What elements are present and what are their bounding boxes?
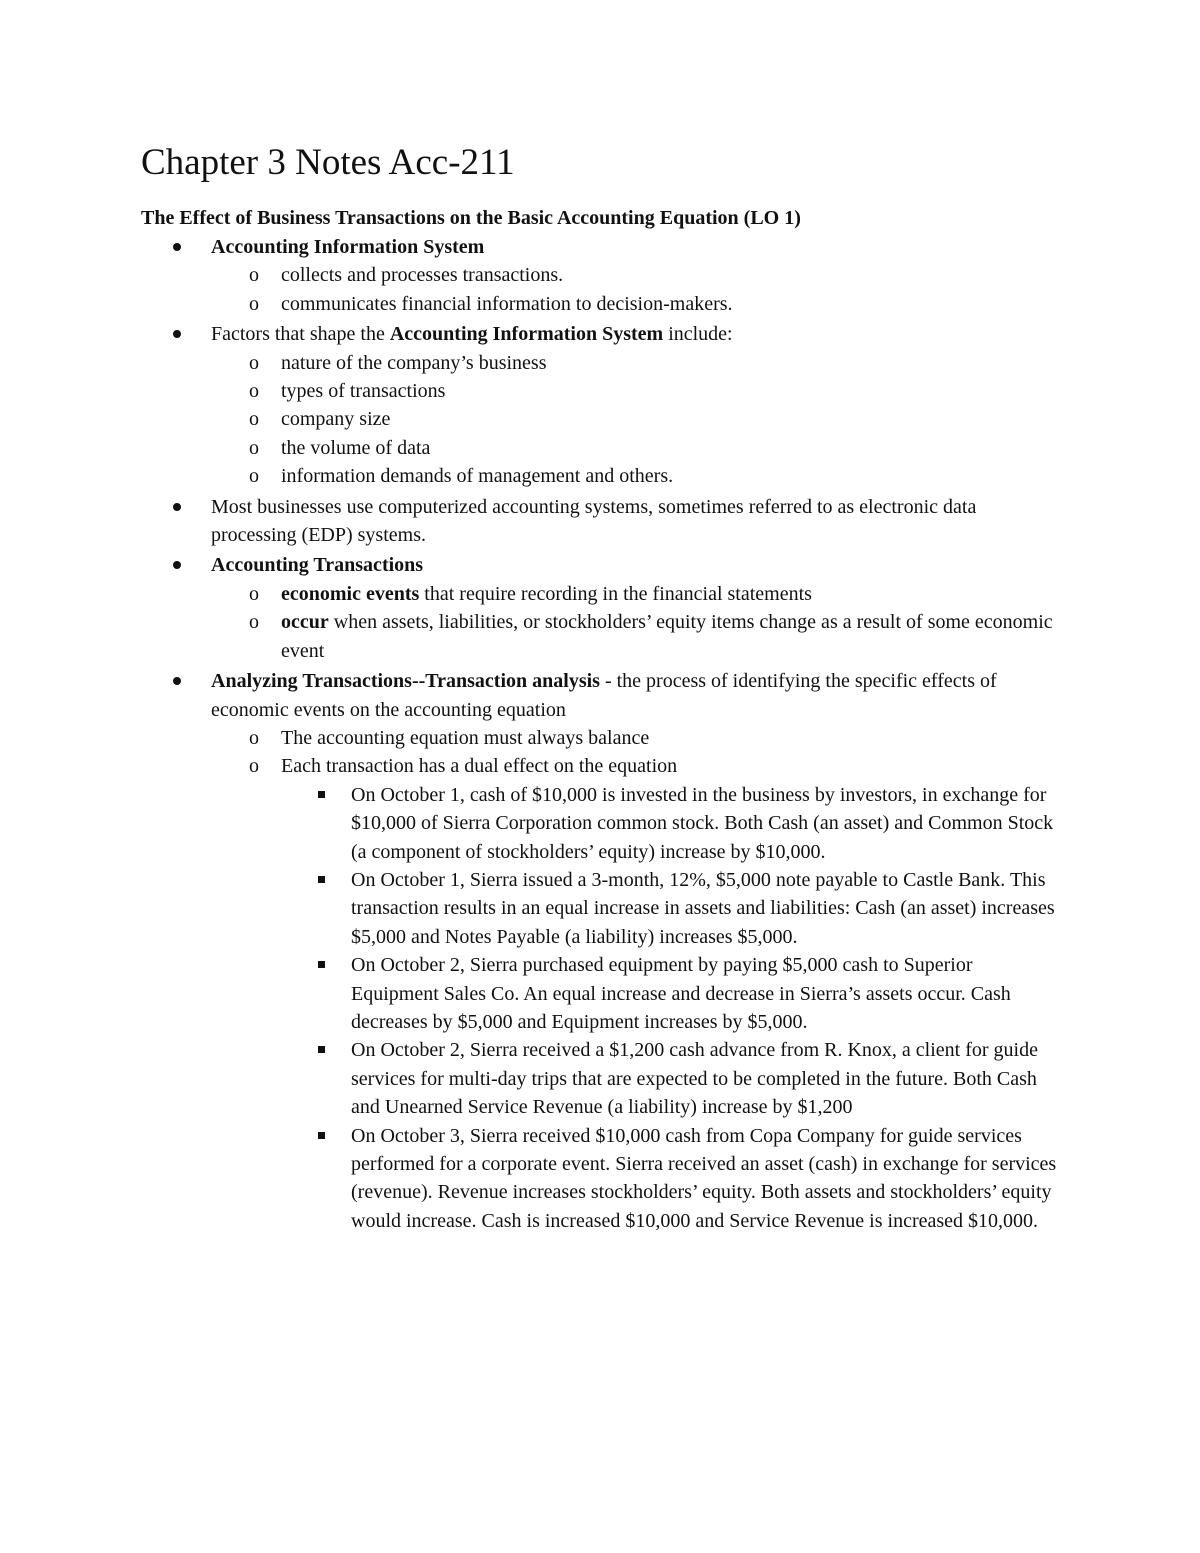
hollow-bullet-icon: o [249, 292, 259, 315]
hollow-bullet-icon: o [249, 351, 259, 374]
sub-item-bold: economic events [281, 582, 420, 605]
list-item-computerized-systems [141, 493, 1061, 550]
list-item-accounting-information-system [141, 233, 1061, 318]
sub-item-text: when assets, liabilities, or stockholders’ equity items change as a result of some economic event [281, 611, 1053, 662]
hollow-bullet-icon: o [249, 465, 259, 488]
bullet-dot-icon [173, 561, 181, 569]
sub-item-bold: occur [281, 611, 329, 634]
sub-list-item [211, 290, 1061, 318]
sub-item-text: The accounting equation must always balance [281, 726, 650, 749]
example-list-item [281, 866, 1061, 951]
example-text: On October 2, Sierra purchased equipment by paying $5,000 cash to Superior Equipment Sales Co. An equal increase and decrease in Sierra’s assets occur. Cash decreases by $5,000 and Equipment increases by $5,000. [351, 954, 1011, 1033]
top-level-list [141, 233, 1061, 1235]
sub-list [211, 349, 1061, 491]
example-list [281, 781, 1061, 1236]
item-text-pre: Factors that shape the [211, 323, 390, 346]
example-text: On October 1, Sierra issued a 3-month, 12%, $5,000 note payable to Castle Bank. This transaction results in an equal increase in assets and liabilities: Cash (an asset) increases $5,000 and Notes Payable (a liability) increases $5,000. [351, 868, 1055, 948]
hollow-bullet-icon: o [249, 611, 259, 634]
square-bullet-icon [318, 961, 325, 968]
item-text: - the process of identifying the specific effects of economic events on the accounting equation [211, 670, 997, 721]
sub-list-item [211, 608, 1061, 665]
sub-list-item [211, 462, 1061, 490]
example-text: On October 2, Sierra received a $1,200 cash advance from R. Knox, a client for guide services for multi-day trips that are expected to be completed in the future. Both Cash and Unearned Service Revenue (a liability) increase by $1,200 [351, 1039, 1038, 1119]
hollow-bullet-icon: o [249, 264, 259, 287]
example-list-item [281, 1122, 1061, 1236]
list-item-analyzing-transactions [141, 667, 1061, 1235]
sub-item-text: nature of the company’s business [281, 351, 547, 374]
bullet-dot-icon [173, 677, 181, 685]
sub-item-text: company size [281, 408, 391, 431]
sub-item-text: information demands of management and others. [281, 465, 674, 488]
square-bullet-icon [318, 791, 325, 798]
item-text-post: include: [663, 323, 733, 346]
square-bullet-icon [318, 876, 325, 883]
hollow-bullet-icon: o [249, 436, 259, 459]
hollow-bullet-icon: o [249, 755, 259, 778]
item-bold-lead: Accounting Transactions [211, 554, 424, 577]
sub-item-text: that require recording in the financial statements [419, 582, 812, 605]
hollow-bullet-icon: o [249, 408, 259, 431]
example-text: On October 1, cash of $10,000 is invested in the business by investors, in exchange for $10,000 of Sierra Corporation common stock. Both Cash (an asset) and Common Stock (a component of stockholders’ equity) increase by $10,000. [351, 783, 1054, 863]
bullet-dot-icon [173, 243, 181, 251]
item-bold-lead: Analyzing Transactions--Transaction analysis [211, 670, 600, 693]
item-bold-mid: Accounting Information System [389, 323, 664, 346]
sub-list [211, 261, 1061, 318]
bullet-dot-icon [173, 503, 181, 511]
sub-item-text: communicates financial information to decision-makers. [281, 292, 733, 315]
page-title: Chapter 3 Notes Acc-211 [141, 142, 515, 183]
notes-outline [141, 233, 1061, 1237]
hollow-bullet-icon: o [249, 380, 259, 403]
square-bullet-icon [318, 1132, 325, 1139]
example-list-item [281, 781, 1061, 866]
sub-list [211, 724, 1061, 1235]
item-text: Most businesses use computerized accounting systems, sometimes referred to as electronic data processing (EDP) systems. [211, 495, 977, 547]
sub-list-item [211, 261, 1061, 289]
sub-list-item [211, 349, 1061, 377]
sub-item-text: types of transactions [281, 380, 446, 403]
sub-list-item [211, 580, 1061, 608]
example-list-item [281, 1036, 1061, 1121]
hollow-bullet-icon: o [249, 582, 259, 605]
sub-list-item [211, 752, 1061, 1235]
item-bold-lead: Accounting Information System [211, 236, 485, 258]
sub-list [211, 580, 1061, 665]
example-list-item [281, 951, 1061, 1036]
sub-list-item [211, 434, 1061, 462]
sub-list-item [211, 405, 1061, 433]
hollow-bullet-icon: o [249, 726, 259, 749]
square-bullet-icon [318, 1046, 325, 1053]
section-heading: The Effect of Business Transactions on the Basic Accounting Equation (LO 1) [141, 207, 801, 229]
sub-list-item [211, 724, 1061, 752]
sub-item-text: collects and processes transactions. [281, 264, 564, 287]
bullet-dot-icon [173, 330, 181, 338]
sub-item-text: the volume of data [281, 436, 431, 459]
list-item-accounting-transactions [141, 551, 1061, 665]
example-text: On October 3, Sierra received $10,000 cash from Copa Company for guide services performed for a corporate event. Sierra received an asset (cash) in exchange for services (revenue). Revenue increases stockholders’ equity. Both assets and stockholders’ equity would increase. Cash is increased $10,000 and Service Revenue is increased $10,000. [351, 1124, 1057, 1232]
sub-list-item [211, 377, 1061, 405]
sub-item-text: Each transaction has a dual effect on the equation [281, 755, 678, 778]
list-item-factors [141, 320, 1061, 490]
